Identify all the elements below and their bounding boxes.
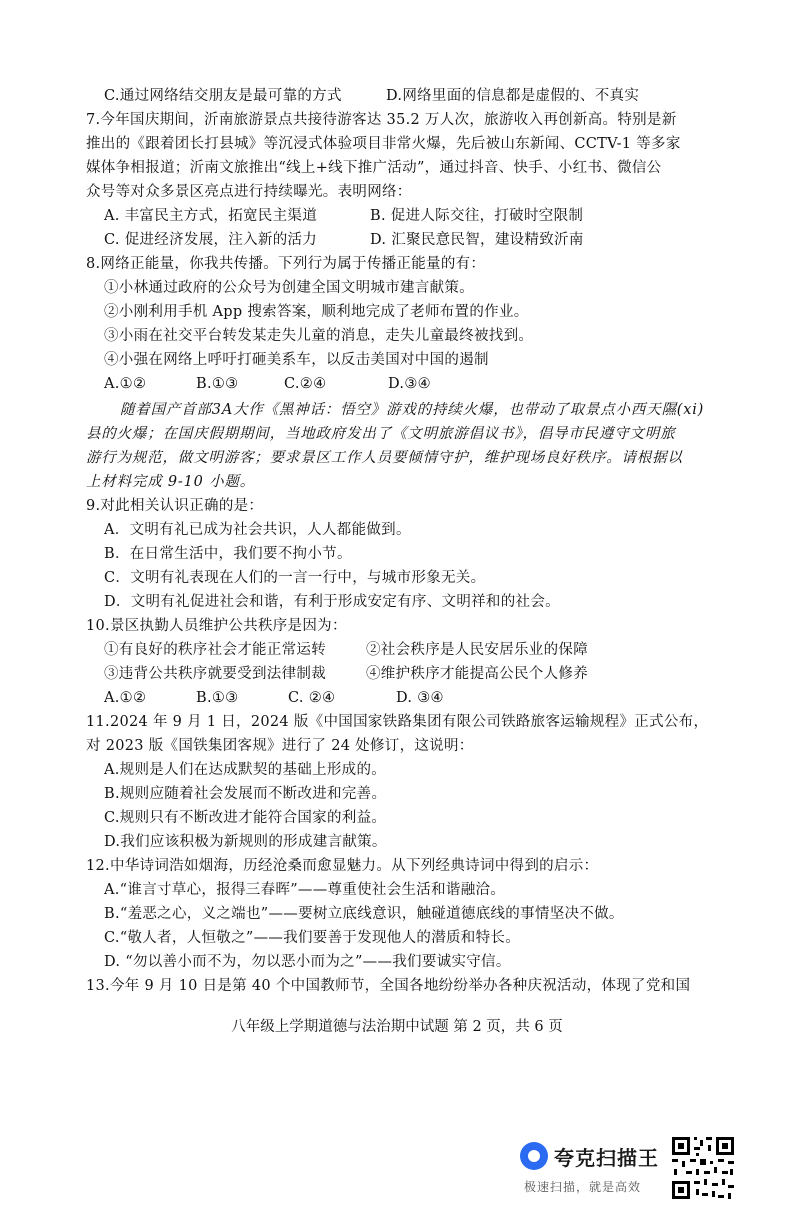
q7-stem-line-1: 7.今年国庆期间，沂南旅游景点共接待游客达 35.2 万人次，旅游收入再创新高。特别是新 — [86, 112, 677, 128]
q7-stem-line-4: 众号等对众多景区亮点进行持续曝光。表明网络： — [86, 184, 412, 200]
q8-option-b: B.①③ — [196, 376, 239, 392]
q12-option-c: C.“敬人者，人恒敬之”——我们要善于发现他人的潜质和特长。 — [104, 930, 521, 946]
q12-stem: 12.中华诗词浩如烟海，历经沧桑而愈显魅力。从下列经典诗词中得到的启示： — [86, 858, 599, 874]
q10-item-1: ①有良好的秩序社会才能正常运转 — [104, 642, 326, 658]
q11-stem-line-2: 对 2023 版《国铁集团客规》进行了 24 处修订，这说明： — [86, 738, 474, 754]
material-line-4: 上材料完成 9-10 小题。 — [86, 474, 255, 490]
q11-option-c: C.规则只有不断改进才能符合国家的利益。 — [104, 810, 387, 826]
q7-stem-line-2: 推出的《跟着团长打县城》等沉浸式体验项目非常火爆，先后被山东新闻、CCTV-1 等多家 — [86, 136, 681, 152]
q8-option-a: A.①② — [104, 376, 147, 392]
q7-option-d: D. 汇聚民意民智，建设精致沂南 — [370, 232, 584, 248]
q9-stem: 9.对此相关认识正确的是： — [86, 498, 264, 514]
quark-logo-icon — [520, 1142, 548, 1170]
q8-option-d: D.③④ — [388, 376, 431, 392]
q6-option-c: C.通过网络结交朋友是最可靠的方式 — [104, 88, 342, 104]
q11-option-b: B.规则应随着社会发展而不断改进和完善。 — [104, 786, 387, 802]
q10-item-2: ②社会秩序是人民安居乐业的保障 — [366, 642, 588, 658]
q6-option-d: D.网络里面的信息都是虚假的、不真实 — [386, 88, 640, 104]
q10-stem: 10.景区执勤人员维护公共秩序是因为： — [86, 618, 347, 634]
q9-option-c: C．文明有礼表现在人们的一言一行中，与城市形象无关。 — [104, 570, 486, 586]
brand-slogan: 极速扫描，就是高效 — [524, 1180, 642, 1194]
q12-option-b: B.“羞恶之心，义之端也”——要树立底线意识，触碰道德底线的事情坚决不做。 — [104, 906, 624, 922]
q10-item-3: ③违背公共秩序就要受到法律制裁 — [104, 666, 326, 682]
q9-option-a: A．文明有礼已成为社会共识，人人都能做到。 — [104, 522, 411, 538]
qr-code-icon — [670, 1135, 736, 1201]
q8-item-3: ③小雨在社交平台转发某走失儿童的消息，走失儿童最终被找到。 — [104, 328, 534, 344]
material-line-3: 游行为规范，做文明游客；要求景区工作人员要倾情守护，维护现场良好秩序。请根据以 — [86, 450, 683, 466]
q11-option-d: D.我们应该积极为新规则的形成建言献策。 — [104, 834, 387, 850]
q8-item-4: ④小强在网络上呼吁打砸美系车，以反击美国对中国的遏制 — [104, 352, 489, 368]
material-line-1: 随着国产首部3A大作《黑神话：悟空》游戏的持续火爆，也带动了取景点小西天隰(xi) — [120, 402, 705, 418]
q7-option-c: C. 促进经济发展，注入新的活力 — [104, 232, 318, 248]
q8-item-2: ②小刚利用手机 App 搜索答案，顺利地完成了老师布置的作业。 — [104, 304, 529, 320]
q10-option-c: C. ②④ — [288, 690, 336, 706]
q7-stem-line-3: 媒体争相报道；沂南文旅推出“线上+线下推广活动”，通过抖音、快手、小红书、微信公 — [86, 160, 662, 176]
q12-option-d: D. “勿以善小而不为，勿以恶小而为之”——我们要诚实守信。 — [104, 954, 511, 970]
q8-item-1: ①小林通过政府的公众号为创建全国文明城市建言献策。 — [104, 280, 474, 296]
q10-item-4: ④维护秩序才能提高公民个人修养 — [366, 666, 588, 682]
material-line-2: 县的火爆；在国庆假期期间，当地政府发出了《文明旅游倡议书》，倡导市民遵守文明旅 — [86, 426, 676, 442]
page-footer: 八年级上学期道德与法治期中试题 第 2 页，共 6 页 — [231, 1019, 563, 1035]
q9-option-b: B．在日常生活中，我们要不拘小节。 — [104, 546, 352, 562]
q11-option-a: A.规则是人们在达成默契的基础上形成的。 — [104, 762, 387, 778]
q11-stem-line-1: 11.2024 年 9 月 1 日，2024 版《中国国家铁路集团有限公司铁路旅客运输规程》正式公布， — [86, 714, 709, 730]
q8-option-c: C.②④ — [284, 376, 327, 392]
brand-name: 夸克扫描王 — [554, 1146, 659, 1170]
q10-option-d: D. ③④ — [396, 690, 444, 706]
q10-option-b: B.①③ — [196, 690, 239, 706]
q9-option-d: D．文明有礼促进社会和谐，有利于形成安定有序、文明祥和的社会。 — [104, 594, 560, 610]
q7-option-a: A. 丰富民主方式，拓宽民主渠道 — [104, 208, 317, 224]
q10-option-a: A.①② — [104, 690, 147, 706]
q7-option-b: B. 促进人际交往，打破时空限制 — [370, 208, 584, 224]
q12-option-a: A.“谁言寸草心，报得三春晖”——尊重使社会生活和谐融洽。 — [104, 882, 506, 898]
q13-stem: 13.今年 9 月 10 日是第 40 个中国教师节，全国各地纷纷举办各种庆祝活动，体现了党和国 — [86, 978, 691, 994]
q8-stem: 8.网络正能量，你我共传播。下列行为属于传播正能量的有： — [86, 256, 486, 272]
